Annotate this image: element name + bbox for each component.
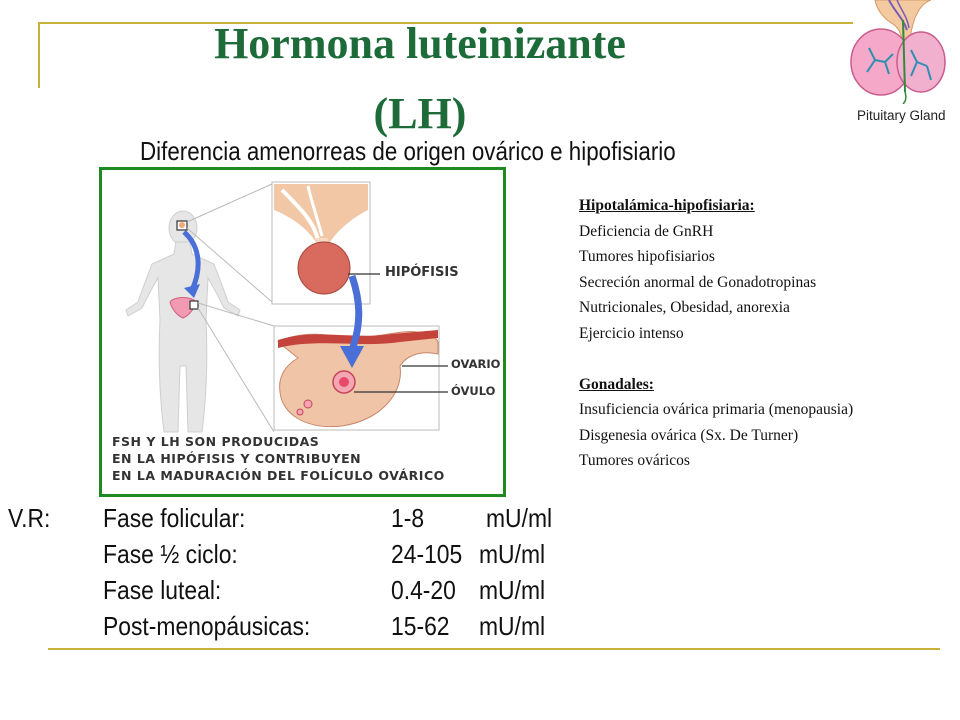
pituitary-caption: Pituitary Gland	[857, 108, 946, 123]
gonadal-item: Tumores ováricos	[579, 452, 690, 469]
vr-phase: Fase ½ ciclo:	[103, 539, 238, 569]
vr-phase: Fase folicular:	[103, 503, 246, 533]
hypothalamic-item: Secreción anormal de Gonadotropinas	[579, 273, 817, 291]
top-left-vertical-rule	[38, 22, 40, 88]
illustration-caption	[112, 433, 445, 484]
bottom-rule	[48, 648, 940, 650]
vr-label: V.R:	[8, 503, 51, 533]
page-title	[140, 18, 700, 140]
vr-unit: mU/ml	[479, 611, 546, 641]
caption-line-3: EN LA MADURACIÓN DEL FOLÍCULO OVÁRICO	[112, 468, 445, 483]
vr-unit: mU/ml	[479, 575, 546, 605]
gonadal-heading: Gonadales:	[579, 375, 654, 393]
pituitary-gland-image	[845, 0, 955, 128]
vr-range: 0.4-20	[391, 575, 456, 605]
label-ovario: OVARIO	[451, 357, 501, 371]
hypothalamic-item: Ejercicio intenso	[579, 324, 684, 342]
gonadal-item: Insuficiencia ovárica primaria (menopausia)	[579, 401, 854, 418]
vr-range: 24-105	[391, 539, 463, 569]
hypothalamic-heading: Hipotalámica-hipofisiaria:	[579, 197, 755, 214]
subtitle: Diferencia amenorreas de origen ovárico e hipofisiario	[140, 136, 676, 166]
vr-unit: mU/ml	[486, 503, 553, 533]
title-line-1: Hormona luteinizante	[214, 19, 626, 68]
vr-phase: Fase luteal:	[103, 575, 222, 605]
caption-line-1: FSH Y LH SON PRODUCIDAS	[112, 434, 320, 449]
label-ovulo: ÓVULO	[451, 384, 496, 398]
gonadal-item: Disgenesia ovárica (Sx. De Turner)	[579, 426, 799, 444]
causes-list	[579, 193, 853, 474]
hypothalamic-item: Nutricionales, Obesidad, anorexia	[579, 299, 790, 316]
hypothalamic-item: Tumores hipofisiarios	[579, 248, 715, 265]
vr-range: 15-62	[391, 611, 450, 641]
label-hipofisis: HIPÓFISIS	[385, 265, 459, 280]
vr-range: 1-8	[391, 503, 425, 533]
pituitary-illustration	[845, 0, 955, 104]
title-line-2: (LH)	[373, 89, 467, 138]
hypothalamic-item: Deficiencia de GnRH	[579, 222, 714, 240]
vr-phase: Post-menopáusicas:	[103, 611, 311, 641]
vr-unit: mU/ml	[479, 539, 546, 569]
caption-line-2: EN LA HIPÓFISIS Y CONTRIBUYEN	[112, 451, 362, 466]
illustration-frame	[99, 167, 506, 497]
